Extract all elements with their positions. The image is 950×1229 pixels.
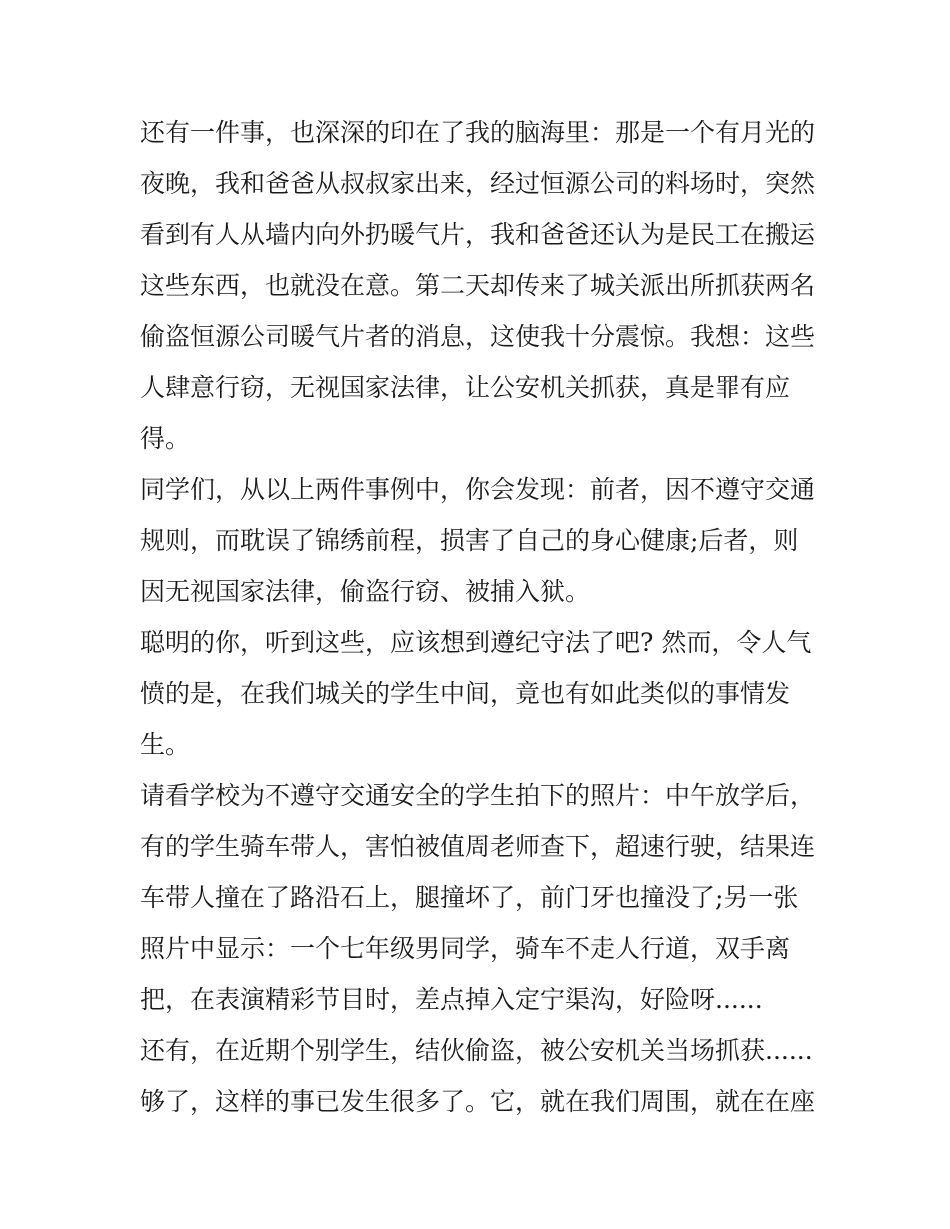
text-line: 有的学生骑车带人，害怕被值周老师查下，超速行驶，结果连	[140, 832, 816, 861]
text-line: 因无视国家法律，偷盗行窃、被捕入狱。	[140, 577, 591, 606]
text-line: 规则，而耽误了锦绣前程，损害了自己的身心健康;后者，则	[140, 526, 799, 555]
text-line: 照片中显示：一个七年级男同学，骑车不走人行道，双手离	[140, 934, 791, 963]
body-text	[140, 107, 830, 1127]
text-line: 夜晚，我和爸爸从叔叔家出来，经过恒源公司的料场时，突然	[140, 169, 816, 198]
text-line: 请看学校为不遵守交通安全的学生拍下的照片：中午放学后，	[140, 781, 816, 810]
text-line: 车带人撞在了路沿石上，腿撞坏了，前门牙也撞没了;另一张	[140, 883, 799, 912]
text-line: 还有，在近期个别学生，结伙偷盗，被公安机关当场抓获......	[140, 1036, 813, 1065]
text-line: 偷盗恒源公司暖气片者的消息，这使我十分震惊。我想：这些	[140, 322, 816, 351]
text-line: 同学们，从以上两件事例中，你会发现：前者，因不遵守交通	[140, 475, 816, 504]
text-line: 得。	[140, 424, 191, 453]
text-line: 聪明的你，听到这些，应该想到遵纪守法了吧? 然而，令人气	[140, 628, 812, 657]
text-line: 这些东西，也就没在意。第二天却传来了城关派出所抓获两名	[140, 271, 816, 300]
text-line: 愤的是，在我们城关的学生中间，竟也有如此类似的事情发	[140, 679, 791, 708]
text-line: 把，在表演精彩节目时，差点掉入定宁渠沟，好险呀......	[140, 985, 763, 1014]
text-line: 看到有人从墙内向外扔暖气片，我和爸爸还认为是民工在搬运	[140, 220, 816, 249]
text-line: 还有一件事，也深深的印在了我的脑海里：那是一个有月光的	[140, 118, 816, 147]
text-line: 生。	[140, 730, 191, 759]
text-line: 够了，这样的事已发生很多了。它，就在我们周围，就在在座	[140, 1087, 816, 1116]
text-line: 人肆意行窃，无视国家法律，让公安机关抓获，真是罪有应	[140, 373, 791, 402]
